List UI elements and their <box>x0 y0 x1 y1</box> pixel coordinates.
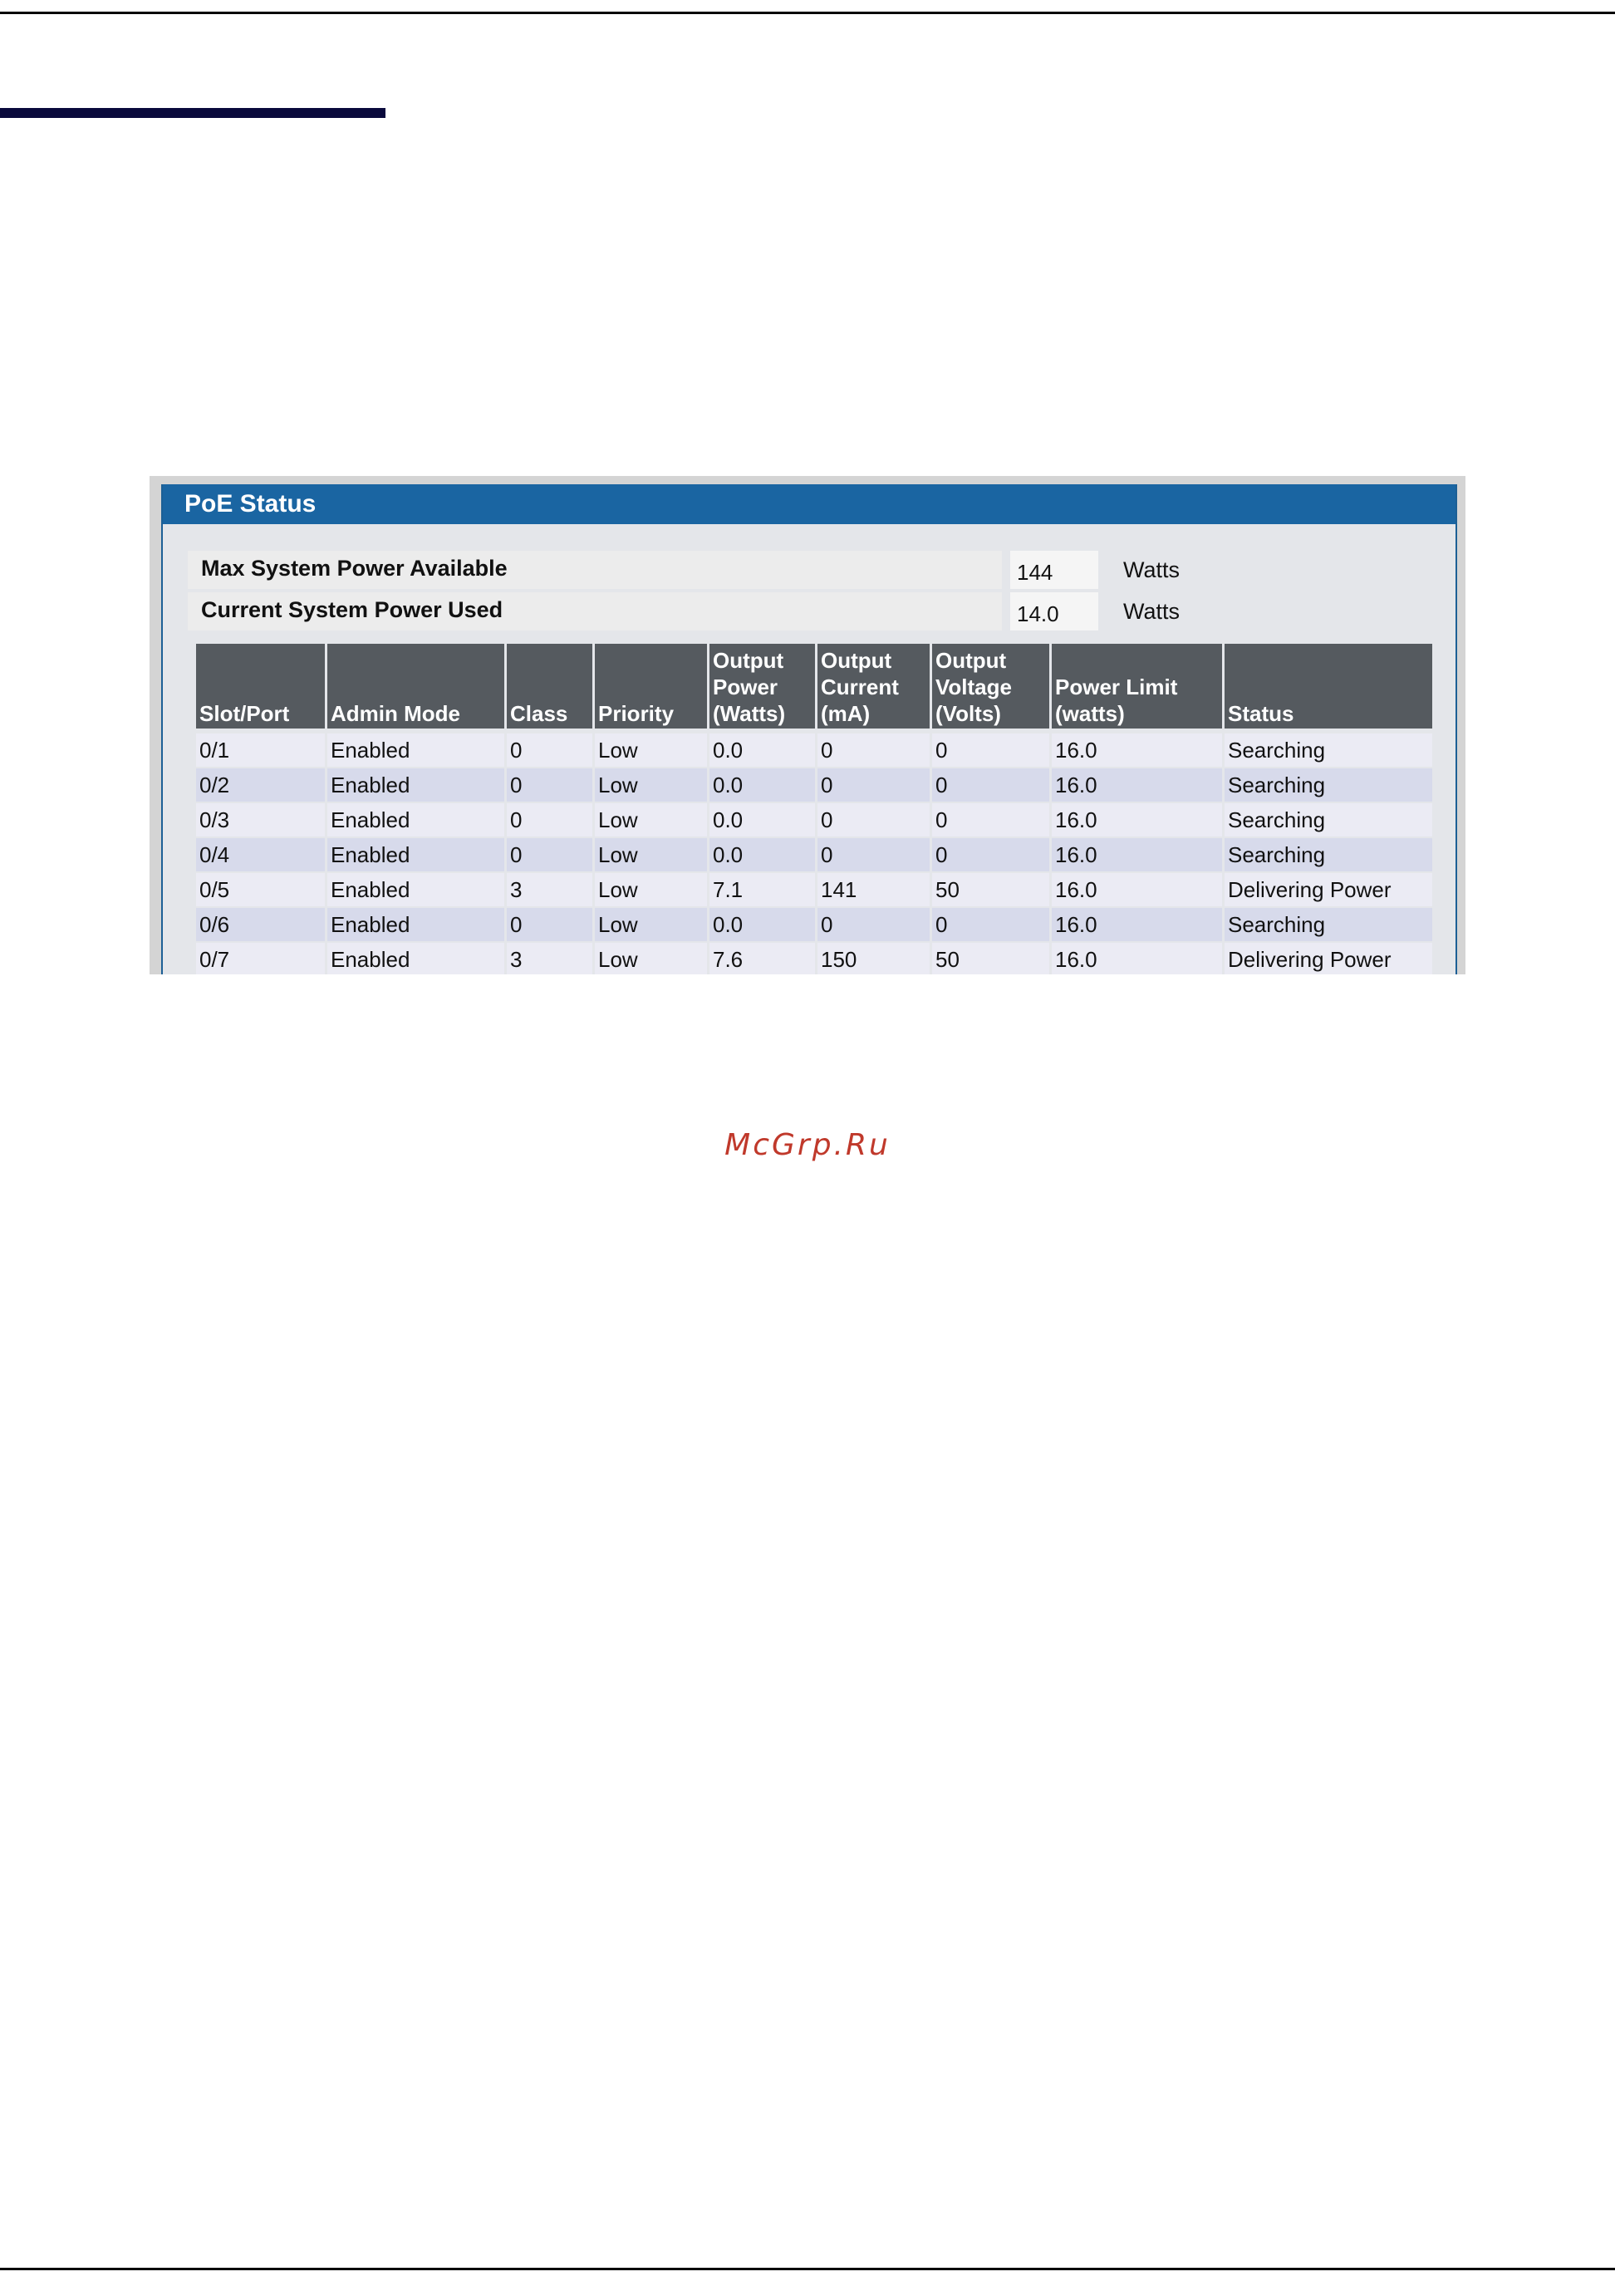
cell-output-power: 0.0 <box>709 837 817 872</box>
poe-port-table <box>196 644 1432 974</box>
cell-priority: Low <box>595 907 709 942</box>
power-summary <box>188 551 1426 634</box>
cell-class: 3 <box>507 942 595 974</box>
header-slot-port: Slot/Port <box>196 644 327 729</box>
table-row <box>196 768 1432 802</box>
cell-slot-port: 0/3 <box>196 802 327 837</box>
cell-class: 0 <box>507 907 595 942</box>
poe-status-panel <box>161 484 1457 974</box>
cell-slot-port: 0/5 <box>196 872 327 907</box>
cell-power-limit: 16.0 <box>1052 837 1225 872</box>
cell-status: Searching <box>1225 729 1432 768</box>
header-priority: Priority <box>595 644 709 729</box>
cell-power-limit: 16.0 <box>1052 872 1225 907</box>
cell-priority: Low <box>595 729 709 768</box>
watermark: McGrp.Ru <box>724 1128 891 1162</box>
cell-admin-mode: Enabled <box>327 942 507 974</box>
table-row <box>196 872 1432 907</box>
cell-status: Searching <box>1225 907 1432 942</box>
cell-output-voltage: 0 <box>932 907 1052 942</box>
cell-status: Searching <box>1225 837 1432 872</box>
summary-row-power-used <box>188 592 1426 630</box>
header-class: Class <box>507 644 595 729</box>
header-output-current: Output Current (mA) <box>817 644 932 729</box>
cell-output-voltage: 50 <box>932 872 1052 907</box>
cell-power-limit: 16.0 <box>1052 942 1225 974</box>
cell-class: 0 <box>507 802 595 837</box>
cell-slot-port: 0/6 <box>196 907 327 942</box>
power-used-value: 14.0 <box>1010 592 1098 630</box>
cell-status: Delivering Power <box>1225 942 1432 974</box>
cell-output-current: 0 <box>817 802 932 837</box>
cell-output-power: 7.6 <box>709 942 817 974</box>
header-admin-mode: Admin Mode <box>327 644 507 729</box>
cell-admin-mode: Enabled <box>327 837 507 872</box>
cell-output-power: 0.0 <box>709 907 817 942</box>
cell-priority: Low <box>595 768 709 802</box>
cell-admin-mode: Enabled <box>327 768 507 802</box>
table-row <box>196 729 1432 768</box>
cell-slot-port: 0/2 <box>196 768 327 802</box>
cell-class: 0 <box>507 729 595 768</box>
cell-power-limit: 16.0 <box>1052 802 1225 837</box>
cell-output-power: 7.1 <box>709 872 817 907</box>
power-used-unit: Watts <box>1123 599 1181 624</box>
cell-slot-port: 0/4 <box>196 837 327 872</box>
cell-output-current: 0 <box>817 837 932 872</box>
cell-output-voltage: 50 <box>932 942 1052 974</box>
cell-power-limit: 16.0 <box>1052 907 1225 942</box>
summary-row-max-power <box>188 551 1426 589</box>
cell-status: Delivering Power <box>1225 872 1432 907</box>
cell-output-voltage: 0 <box>932 729 1052 768</box>
cell-class: 0 <box>507 837 595 872</box>
table-row <box>196 942 1432 974</box>
bottom-rule <box>0 2268 1615 2270</box>
table-row <box>196 837 1432 872</box>
cell-output-current: 0 <box>817 768 932 802</box>
cell-class: 0 <box>507 768 595 802</box>
poe-status-screenshot <box>150 476 1465 974</box>
cell-class: 3 <box>507 872 595 907</box>
cell-output-current: 0 <box>817 729 932 768</box>
cell-output-current: 150 <box>817 942 932 974</box>
cell-output-voltage: 0 <box>932 802 1052 837</box>
top-rule <box>0 12 1615 14</box>
table-row <box>196 802 1432 837</box>
table-header-row <box>196 644 1432 729</box>
cell-priority: Low <box>595 872 709 907</box>
cell-output-current: 141 <box>817 872 932 907</box>
section-heading-bar <box>0 108 385 118</box>
cell-power-limit: 16.0 <box>1052 729 1225 768</box>
header-output-voltage: Output Voltage (Volts) <box>932 644 1052 729</box>
cell-output-current: 0 <box>817 907 932 942</box>
cell-status: Searching <box>1225 768 1432 802</box>
cell-admin-mode: Enabled <box>327 872 507 907</box>
cell-slot-port: 0/1 <box>196 729 327 768</box>
cell-output-power: 0.0 <box>709 768 817 802</box>
cell-priority: Low <box>595 837 709 872</box>
cell-priority: Low <box>595 942 709 974</box>
header-output-power: Output Power (Watts) <box>709 644 817 729</box>
cell-output-voltage: 0 <box>932 768 1052 802</box>
max-power-label: Max System Power Available <box>188 551 1002 589</box>
panel-title: PoE Status <box>163 484 1455 524</box>
cell-admin-mode: Enabled <box>327 729 507 768</box>
cell-output-power: 0.0 <box>709 802 817 837</box>
max-power-value: 144 <box>1010 551 1098 589</box>
cell-admin-mode: Enabled <box>327 907 507 942</box>
cell-admin-mode: Enabled <box>327 802 507 837</box>
cell-slot-port: 0/7 <box>196 942 327 974</box>
max-power-unit: Watts <box>1123 557 1181 582</box>
header-power-limit: Power Limit (watts) <box>1052 644 1225 729</box>
power-used-label: Current System Power Used <box>188 592 1002 630</box>
cell-power-limit: 16.0 <box>1052 768 1225 802</box>
table-row <box>196 907 1432 942</box>
cell-status: Searching <box>1225 802 1432 837</box>
cell-output-power: 0.0 <box>709 729 817 768</box>
cell-output-voltage: 0 <box>932 837 1052 872</box>
cell-priority: Low <box>595 802 709 837</box>
header-status: Status <box>1225 644 1432 729</box>
